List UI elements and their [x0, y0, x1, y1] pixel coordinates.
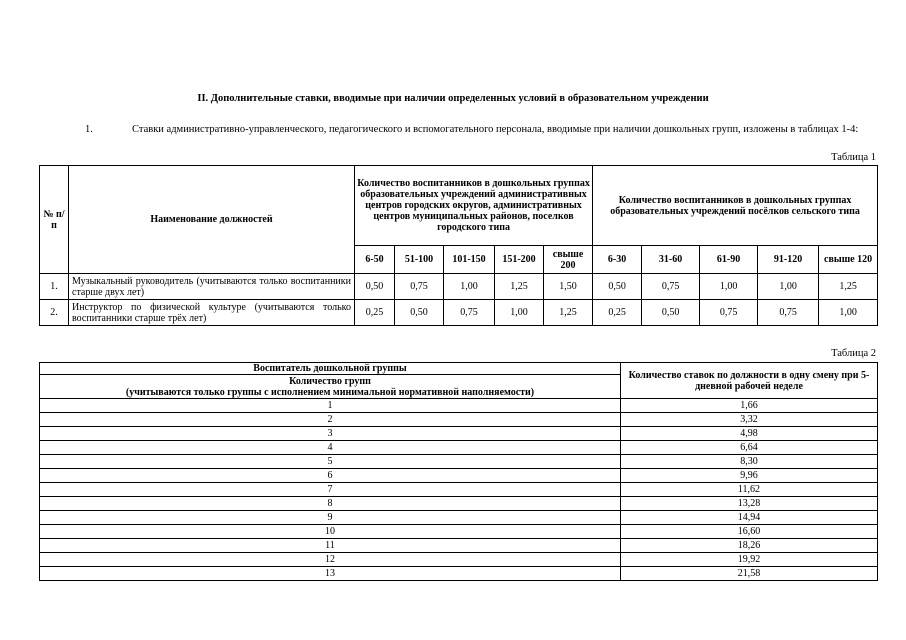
rate-value: 1,00 — [700, 274, 758, 300]
rate-value: 1,25 — [495, 274, 544, 300]
table2-header-sub1: Количество групп — [289, 375, 371, 387]
table-row — [40, 455, 878, 469]
intro-paragraph — [39, 124, 877, 136]
position-name: Музыкальный руководитель (учитываются только воспитанники старше двух лет) — [69, 274, 355, 300]
table-row — [40, 483, 878, 497]
rate-count: 4,98 — [621, 427, 878, 441]
table-row — [40, 441, 878, 455]
row-number: 2. — [40, 300, 69, 326]
group-count: 12 — [40, 553, 621, 567]
group-count: 8 — [40, 497, 621, 511]
table-row — [40, 497, 878, 511]
rate-count: 9,96 — [621, 469, 878, 483]
rate-value: 1,00 — [444, 274, 495, 300]
rate-value: 1,00 — [758, 274, 819, 300]
table1-range-urban: свыше 200 — [544, 246, 593, 274]
rate-value: 1,50 — [544, 274, 593, 300]
table-row — [40, 567, 878, 581]
table1-range-urban: 151-200 — [495, 246, 544, 274]
group-count: 9 — [40, 511, 621, 525]
table-row — [40, 300, 878, 326]
table1-caption: Таблица 1 — [831, 152, 876, 163]
group-count: 10 — [40, 525, 621, 539]
table1-range-rural: 61-90 — [700, 246, 758, 274]
table1-header-position: Наименование должностей — [69, 166, 355, 274]
rate-count: 14,94 — [621, 511, 878, 525]
rate-count: 19,92 — [621, 553, 878, 567]
rate-value: 0,25 — [593, 300, 642, 326]
rate-value: 0,50 — [642, 300, 700, 326]
rate-value: 0,75 — [642, 274, 700, 300]
table1-range-urban: 51-100 — [395, 246, 444, 274]
rate-count: 1,66 — [621, 399, 878, 413]
group-count: 1 — [40, 399, 621, 413]
rate-value: 0,75 — [444, 300, 495, 326]
group-count: 2 — [40, 413, 621, 427]
table1-header-num: № п/п — [40, 166, 69, 274]
table2-caption: Таблица 2 — [831, 348, 876, 359]
rate-count: 11,62 — [621, 483, 878, 497]
table1-range-rural: 31-60 — [642, 246, 700, 274]
rate-count: 13,28 — [621, 497, 878, 511]
rate-count: 8,30 — [621, 455, 878, 469]
rate-value: 0,75 — [700, 300, 758, 326]
table2-header-right: Количество ставок по должности в одну смену при 5-дневной рабочей неделе — [621, 363, 878, 399]
rate-count: 16,60 — [621, 525, 878, 539]
rate-value: 0,75 — [758, 300, 819, 326]
rate-value: 1,00 — [495, 300, 544, 326]
group-count: 6 — [40, 469, 621, 483]
table1-range-urban: 101-150 — [444, 246, 495, 274]
rate-value: 1,00 — [819, 300, 878, 326]
group-count: 3 — [40, 427, 621, 441]
table1-header-urban: Количество воспитанников в дошкольных группах образовательных учреждений административных центров городских округов, административных центров муниципальных районов, поселков городского типа — [355, 166, 593, 246]
table2-header-sub2: (учитываются только группы с исполнением минимальной нормативной наполняемости) — [125, 386, 535, 398]
rate-count: 3,32 — [621, 413, 878, 427]
group-count: 11 — [40, 539, 621, 553]
intro-text: Ставки административно-управленческого, педагогического и вспомогательного персонала, вводимые при наличии дошкольных групп, изложены в таблицах 1-4: — [132, 124, 859, 135]
table-row — [40, 427, 878, 441]
table-row — [40, 399, 878, 413]
rate-value: 0,50 — [395, 300, 444, 326]
table1-range-rural: свыше 120 — [819, 246, 878, 274]
table1-header-rural: Количество воспитанников в дошкольных группах образовательных учреждений посёлков сельского типа — [593, 166, 878, 246]
table-row — [40, 553, 878, 567]
group-count: 13 — [40, 567, 621, 581]
rate-count: 18,26 — [621, 539, 878, 553]
table-row — [40, 274, 878, 300]
rate-value: 0,50 — [355, 274, 395, 300]
table-row — [40, 511, 878, 525]
table1-range-urban: 6-50 — [355, 246, 395, 274]
table-row — [40, 413, 878, 427]
section-heading: II. Дополнительные ставки, вводимые при наличии определенных условий в образовательном учреждении — [197, 93, 709, 104]
table-row — [40, 469, 878, 483]
group-count: 5 — [40, 455, 621, 469]
position-name: Инструктор по физической культуре (учитываются только воспитанники старше трёх лет) — [69, 300, 355, 326]
rate-count: 21,58 — [621, 567, 878, 581]
rate-count: 6,64 — [621, 441, 878, 455]
table2-header-left-top: Воспитатель дошкольной группы — [40, 363, 621, 375]
group-count: 4 — [40, 441, 621, 455]
rate-value: 0,25 — [355, 300, 395, 326]
table2 — [39, 362, 878, 581]
table-row — [40, 525, 878, 539]
table1 — [39, 165, 878, 326]
table-row — [40, 539, 878, 553]
table2-header-left-sub — [40, 375, 621, 399]
rate-value: 0,50 — [593, 274, 642, 300]
table1-range-rural: 6-30 — [593, 246, 642, 274]
intro-number: 1. — [85, 124, 93, 135]
rate-value: 1,25 — [819, 274, 878, 300]
table1-range-rural: 91-120 — [758, 246, 819, 274]
row-number: 1. — [40, 274, 69, 300]
rate-value: 0,75 — [395, 274, 444, 300]
rate-value: 1,25 — [544, 300, 593, 326]
group-count: 7 — [40, 483, 621, 497]
